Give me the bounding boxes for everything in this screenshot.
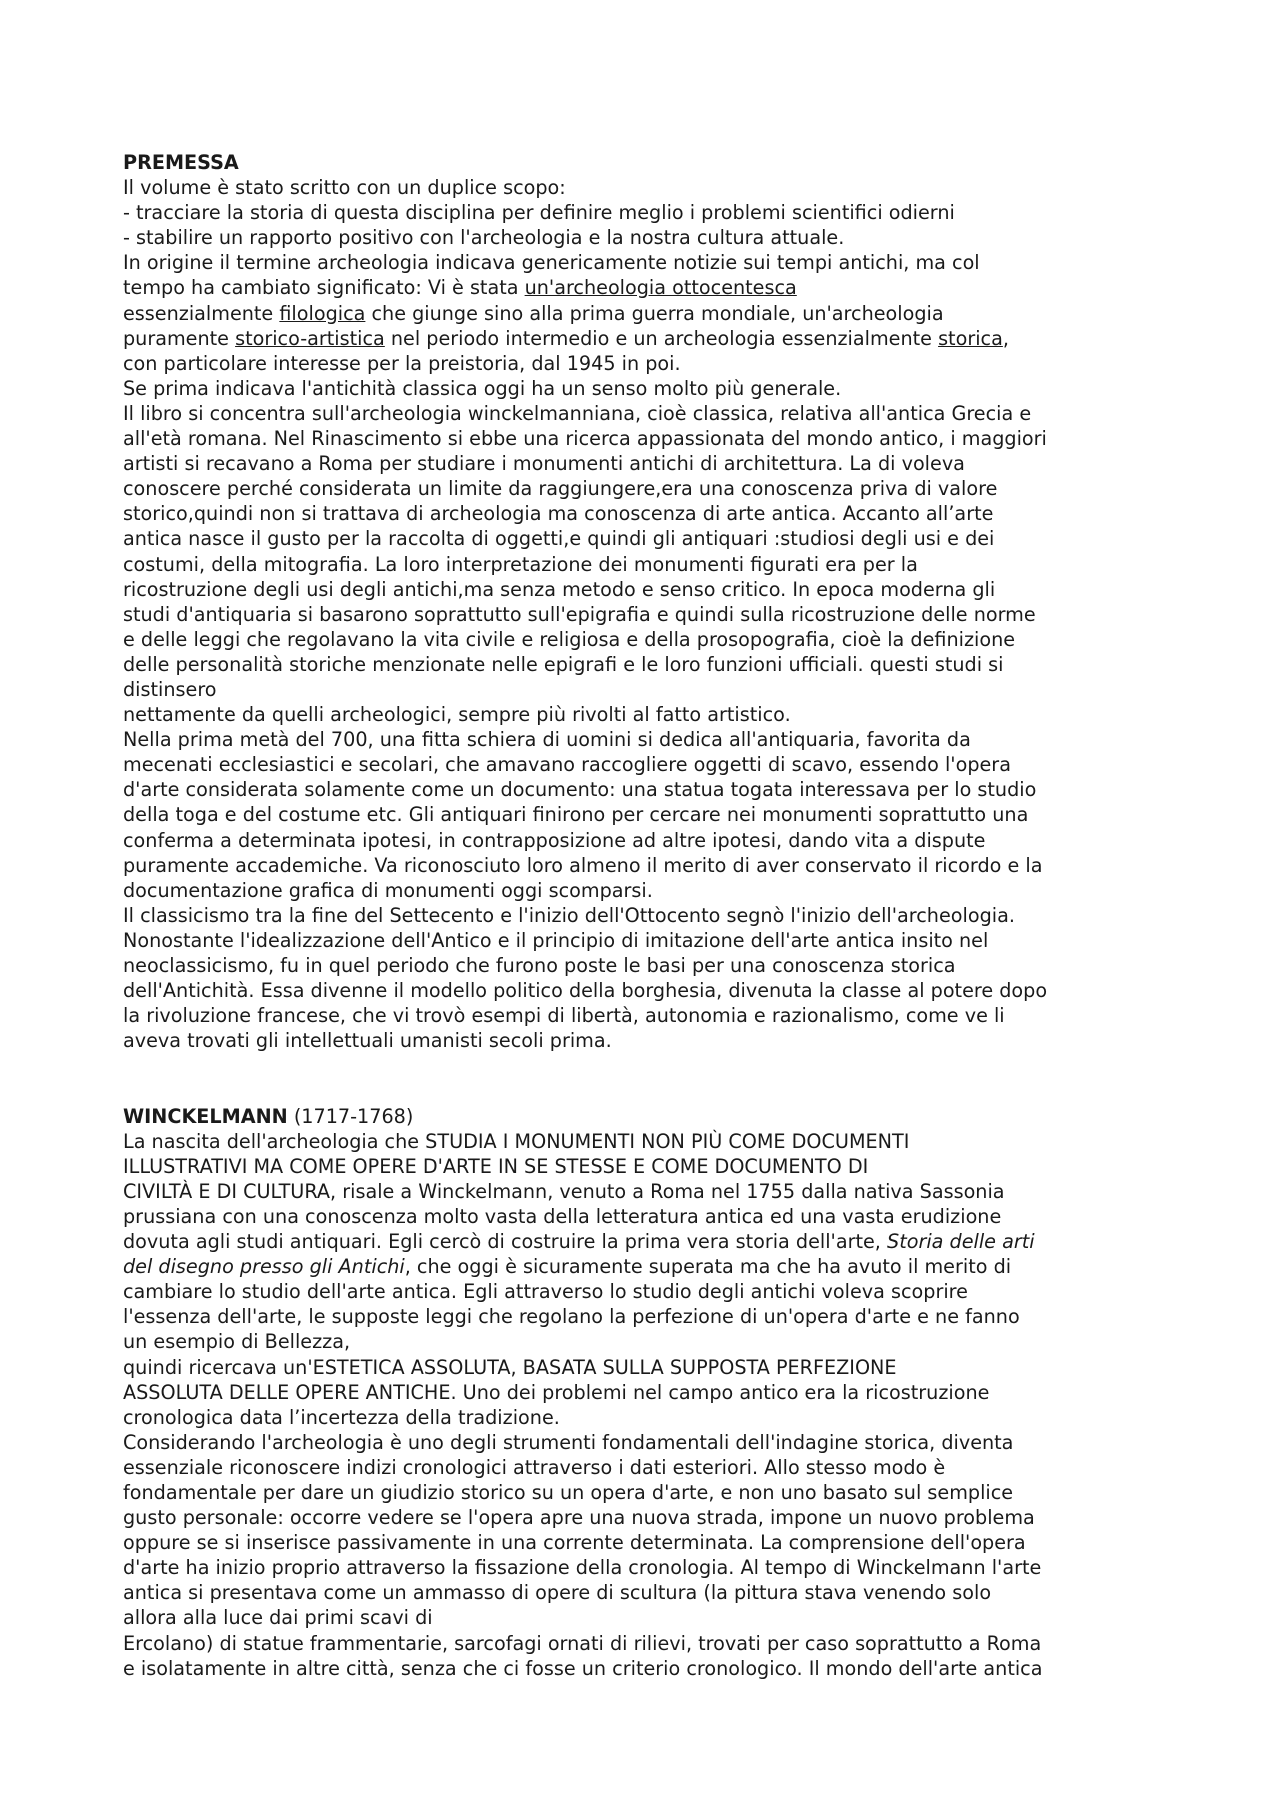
text-line: Il classicismo tra la fine del Settecento e l'inizio dell'Ottocento segnò l'inizio dell'archeologia. [123, 903, 1015, 927]
text-line: e delle leggi che regolavano la vita civile e religiosa e della prosopografia, cioè la definizione [123, 627, 1016, 651]
underlined-term: storico-artistica [235, 326, 385, 350]
text-line: distinsero [123, 677, 217, 701]
text-line: gusto personale: occorre vedere se l'opera apre una nuova strada, impone un nuovo problema [123, 1506, 1035, 1530]
text-line: d'arte considerata solamente come un documento: una statua togata interessava per lo studio [123, 778, 1037, 802]
text-line: quindi ricercava un'ESTETICA ASSOLUTA, BASATA SULLA SUPPOSTA PERFEZIONE [123, 1355, 897, 1379]
text-line: antica si presentava come un ammasso di opere di scultura (la pittura stava venendo solo [123, 1581, 992, 1605]
text-line: la rivoluzione francese, che vi trovò esempi di libertà, autonomia e razionalismo, come ve li [123, 1004, 1005, 1028]
text-line: storico,quindi non si trattava di archeologia ma conoscenza di arte antica. Accanto all’arte [123, 502, 994, 526]
text-line: Il libro si concentra sull'archeologia winckelmanniana, cioè classica, relativa all'antica Grecia e [123, 401, 1032, 425]
text-line: cambiare lo studio dell'arte antica. Egli attraverso lo studio degli antichi voleva scoprire [123, 1280, 968, 1304]
text-line: prussiana con una conoscenza molto vasta della letteratura antica ed una vasta erudizione [123, 1204, 1002, 1228]
text-line: un esempio di Bellezza, [123, 1330, 351, 1354]
text-line: all'età romana. Nel Rinascimento si ebbe una ricerca appassionata del mondo antico, i maggiori [123, 427, 1047, 451]
text-line: ILLUSTRATIVI MA COME OPERE D'ARTE IN SE STESSE E COME DOCUMENTO DI [123, 1154, 869, 1178]
text-span: puramente [123, 326, 236, 350]
bullet-line: - tracciare la storia di questa disciplina per definire meglio i problemi scientifici odierni [123, 201, 955, 225]
text-line: cronologica data l’incertezza della tradizione. [123, 1405, 560, 1429]
text-line: delle personalità storiche menzionate nelle epigrafi e le loro funzioni ufficiali. questi studi si [123, 652, 1004, 676]
premessa-body [123, 401, 1173, 1053]
heading-text: WINCKELMANN [123, 1104, 288, 1128]
book-title-italic: del disegno presso gli Antichi [123, 1255, 405, 1279]
text-line [123, 1229, 1173, 1254]
section-heading-winckelmann [123, 1104, 1173, 1129]
underlined-term: filologica [279, 301, 366, 325]
text-line: conferma a determinata ipotesi, in contrapposizione ad altre ipotesi, dando vita a dispute [123, 828, 986, 852]
underlined-term: storica [938, 326, 1003, 350]
heading-dates: (1717-1768) [287, 1104, 414, 1128]
text-line: della toga e del costume etc. Gli antiquari finirono per cercare nei monumenti soprattutto una [123, 803, 1029, 827]
text-span: tempo ha cambiato significato: Vi è stata [123, 276, 525, 300]
text-line [123, 326, 1173, 351]
bullet-line: - stabilire un rapporto positivo con l'archeologia e la nostra cultura attuale. [123, 226, 845, 250]
intro-line: Il volume è stato scritto con un duplice scopo: [123, 176, 566, 200]
text-line: d'arte ha inizio proprio attraverso la fissazione della cronologia. Al tempo di Winckelmann l'arte [123, 1556, 1042, 1580]
text-line: documentazione grafica di monumenti oggi scomparsi. [123, 878, 653, 902]
text-span: essenzialmente [123, 301, 280, 325]
text-line: mecenati ecclesiastici e secolari, che amavano raccogliere oggetti di scavo, essendo l'opera [123, 753, 1011, 777]
text-line: oppure se si inserisce passivamente in una corrente determinata. La comprensione dell'opera [123, 1531, 1026, 1555]
text-line: Considerando l'archeologia è uno degli strumenti fondamentali dell'indagine storica, diventa [123, 1430, 1014, 1454]
text-line: La nascita dell'archeologia che STUDIA I MONUMENTI NON PIÙ COME DOCUMENTI [123, 1129, 910, 1153]
text-line: ricostruzione degli usi degli antichi,ma senza metodo e senso critico. In epoca moderna gli [123, 577, 996, 601]
text-line: dell'Antichità. Essa divenne il modello politico della borghesia, divenuta la classe al potere dopo [123, 979, 1048, 1003]
text-line: l'essenza dell'arte, le supposte leggi che regolano la perfezione di un'opera d'arte e ne fanno [123, 1305, 1020, 1329]
section-heading-premessa: PREMESSA [123, 151, 239, 174]
document-page [123, 150, 1173, 1681]
text-line: aveva trovati gli intellettuali umanisti secoli prima. [123, 1029, 612, 1053]
text-line: ASSOLUTA DELLE OPERE ANTICHE. Uno dei problemi nel campo antico era la ricostruzione [123, 1380, 990, 1404]
text-line: costumi, della mitografia. La loro interpretazione dei monumenti figurati era per la [123, 552, 918, 576]
text-line: fondamentale per dare un giudizio storico su un opera d'arte, e non uno basato sul semplice [123, 1480, 1014, 1504]
text-line: Ercolano) di statue frammentarie, sarcofagi ornati di rilievi, trovati per caso soprattutto a Roma [123, 1631, 1042, 1655]
text-span: dovuta agli studi antiquari. Egli cercò di costruire la prima vera storia dell'arte, [123, 1230, 888, 1254]
text-line: Nonostante l'idealizzazione dell'Antico e il principio di imitazione dell'arte antica insito nel [123, 928, 989, 952]
text-span: , che oggi è sicuramente superata ma che ha avuto il merito di [404, 1255, 1012, 1279]
text-line: Se prima indicava l'antichità classica oggi ha un senso molto più generale. [123, 376, 842, 400]
text-line: e isolatamente in altre città, senza che ci fosse un criterio cronologico. Il mondo dell'arte antica [123, 1656, 1043, 1680]
text-line: artisti si recavano a Roma per studiare i monumenti antichi di architettura. La di voleva [123, 452, 965, 476]
text-line [123, 301, 1173, 326]
text-line: essenziale riconoscere indizi cronologici attraverso i dati esteriori. Allo stesso modo è [123, 1455, 946, 1479]
text-line: con particolare interesse per la preistoria, dal 1945 in poi. [123, 351, 681, 375]
section-spacer [123, 1053, 1173, 1103]
winckelmann-body [123, 1279, 1173, 1681]
text-line: conoscere perché considerata un limite da raggiungere,era una conoscenza priva di valore [123, 477, 998, 501]
text-line: CIVILTÀ E DI CULTURA, risale a Winckelmann, venuto a Roma nel 1755 dalla nativa Sassonia [123, 1179, 1005, 1203]
text-line: antica nasce il gusto per la raccolta di oggetti,e quindi gli antiquari :studiosi degli usi e dei [123, 527, 995, 551]
text-span: nel periodo intermedio e un archeologia essenzialmente [384, 326, 939, 350]
text-line: In origine il termine archeologia indicava genericamente notizie sui tempi antichi, ma col [123, 251, 980, 275]
text-span: , [1002, 326, 1009, 350]
text-line: puramente accademiche. Va riconosciuto loro almeno il merito di aver conservato il ricordo e la [123, 853, 1043, 877]
text-line: nettamente da quelli archeologici, sempre più rivolti al fatto artistico. [123, 703, 791, 727]
text-line [123, 275, 1173, 300]
underlined-term: un'archeologia ottocentesca [524, 276, 797, 300]
book-title-italic: Storia delle arti [887, 1230, 1035, 1254]
text-line [123, 1254, 1173, 1279]
text-line: Nella prima metà del 700, una fitta schiera di uomini si dedica all'antiquaria, favorita da [123, 728, 971, 752]
text-line: allora alla luce dai primi scavi di [123, 1606, 433, 1630]
text-line: neoclassicismo, fu in quel periodo che furono poste le basi per una conoscenza storica [123, 954, 956, 977]
text-line: studi d'antiquaria si basarono soprattutto sull'epigrafia e quindi sulla ricostruzione delle norme [123, 602, 1036, 626]
text-span: che giunge sino alla prima guerra mondiale, un'archeologia [365, 301, 944, 325]
